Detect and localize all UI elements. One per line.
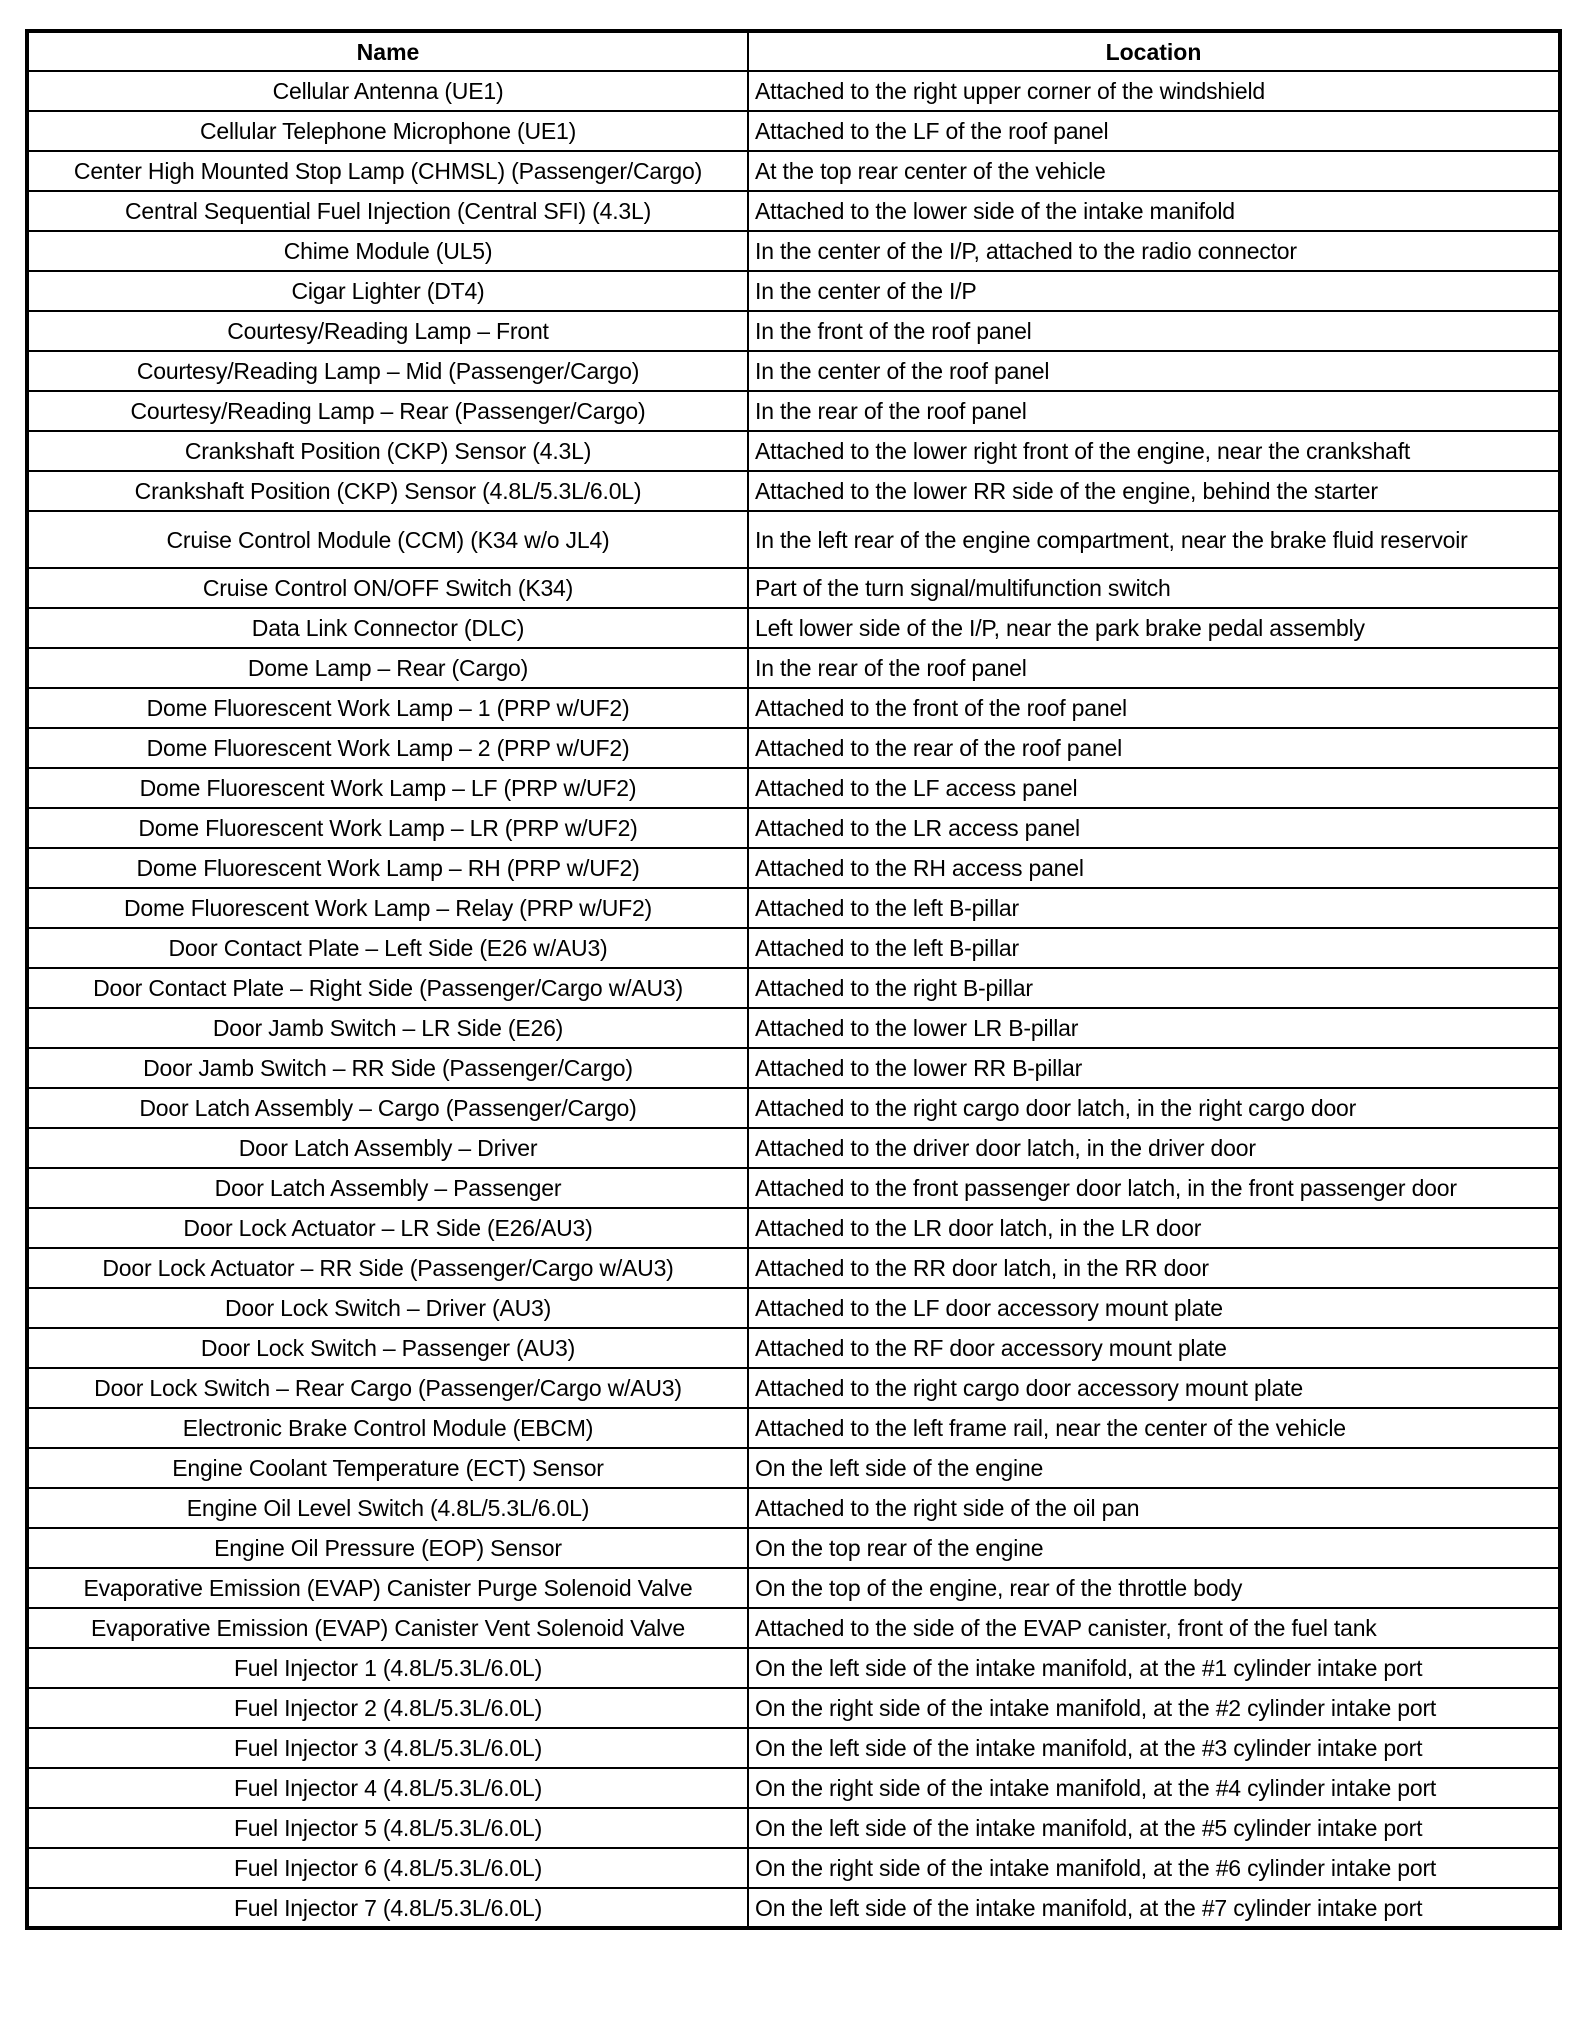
table-row xyxy=(27,1848,1560,1888)
table-row xyxy=(27,71,1560,111)
component-location-cell: In the front of the roof panel xyxy=(748,311,1560,351)
location-column-header: Location xyxy=(748,31,1560,71)
component-location-cell: Attached to the LF door accessory mount plate xyxy=(748,1288,1560,1328)
table-row xyxy=(27,1488,1560,1528)
component-location-cell: Attached to the left B-pillar xyxy=(748,888,1560,928)
table-row xyxy=(27,1688,1560,1728)
component-location-cell: In the left rear of the engine compartment, near the brake fluid reservoir xyxy=(748,511,1560,568)
component-name-cell: Cellular Telephone Microphone (UE1) xyxy=(27,111,748,151)
component-location-cell: On the top of the engine, rear of the throttle body xyxy=(748,1568,1560,1608)
table-row xyxy=(27,471,1560,511)
component-location-cell: On the right side of the intake manifold, at the #4 cylinder intake port xyxy=(748,1768,1560,1808)
component-name-cell: Engine Oil Pressure (EOP) Sensor xyxy=(27,1528,748,1568)
component-location-cell: On the right side of the intake manifold, at the #2 cylinder intake port xyxy=(748,1688,1560,1728)
table-row xyxy=(27,1368,1560,1408)
component-location-cell: Attached to the lower side of the intake manifold xyxy=(748,191,1560,231)
component-name-cell: Door Latch Assembly – Driver xyxy=(27,1128,748,1168)
component-name-cell: Door Jamb Switch – LR Side (E26) xyxy=(27,1008,748,1048)
table-row xyxy=(27,1768,1560,1808)
table-row xyxy=(27,431,1560,471)
component-location-cell: On the left side of the intake manifold, at the #3 cylinder intake port xyxy=(748,1728,1560,1768)
table-row xyxy=(27,1448,1560,1488)
table-row xyxy=(27,271,1560,311)
table-row xyxy=(27,1328,1560,1368)
component-name-cell: Cigar Lighter (DT4) xyxy=(27,271,748,311)
component-name-cell: Dome Fluorescent Work Lamp – 2 (PRP w/UF2) xyxy=(27,728,748,768)
table-row xyxy=(27,1088,1560,1128)
component-location-cell: Attached to the lower right front of the engine, near the crankshaft xyxy=(748,431,1560,471)
component-location-cell: Attached to the RF door accessory mount plate xyxy=(748,1328,1560,1368)
component-location-cell: Attached to the LR access panel xyxy=(748,808,1560,848)
table-row xyxy=(27,1648,1560,1688)
component-name-cell: Cruise Control Module (CCM) (K34 w/o JL4) xyxy=(27,511,748,568)
component-location-cell: Part of the turn signal/multifunction switch xyxy=(748,568,1560,608)
component-name-cell: Dome Fluorescent Work Lamp – 1 (PRP w/UF2) xyxy=(27,688,748,728)
table-row xyxy=(27,111,1560,151)
table-row xyxy=(27,1208,1560,1248)
table-row xyxy=(27,1608,1560,1648)
component-location-table xyxy=(25,29,1562,1930)
table-row xyxy=(27,1248,1560,1288)
table-row xyxy=(27,1568,1560,1608)
component-location-cell: Attached to the rear of the roof panel xyxy=(748,728,1560,768)
table-row xyxy=(27,391,1560,431)
component-name-cell: Door Latch Assembly – Passenger xyxy=(27,1168,748,1208)
component-name-cell: Fuel Injector 2 (4.8L/5.3L/6.0L) xyxy=(27,1688,748,1728)
component-name-cell: Dome Lamp – Rear (Cargo) xyxy=(27,648,748,688)
component-name-cell: Crankshaft Position (CKP) Sensor (4.3L) xyxy=(27,431,748,471)
table-row xyxy=(27,848,1560,888)
component-name-cell: Dome Fluorescent Work Lamp – LF (PRP w/UF2) xyxy=(27,768,748,808)
component-name-cell: Fuel Injector 5 (4.8L/5.3L/6.0L) xyxy=(27,1808,748,1848)
component-location-cell: Attached to the front of the roof panel xyxy=(748,688,1560,728)
component-name-cell: Dome Fluorescent Work Lamp – Relay (PRP w/UF2) xyxy=(27,888,748,928)
component-location-cell: On the top rear of the engine xyxy=(748,1528,1560,1568)
component-location-cell: At the top rear center of the vehicle xyxy=(748,151,1560,191)
table-body xyxy=(27,71,1560,1928)
component-name-cell: Courtesy/Reading Lamp – Rear (Passenger/Cargo) xyxy=(27,391,748,431)
component-location-cell: In the center of the I/P, attached to the radio connector xyxy=(748,231,1560,271)
component-location-cell: Attached to the lower RR B-pillar xyxy=(748,1048,1560,1088)
table-row xyxy=(27,1888,1560,1928)
component-name-cell: Cellular Antenna (UE1) xyxy=(27,71,748,111)
component-name-cell: Fuel Injector 7 (4.8L/5.3L/6.0L) xyxy=(27,1888,748,1928)
table-row xyxy=(27,1048,1560,1088)
table-row xyxy=(27,1808,1560,1848)
component-location-cell: Attached to the right upper corner of the windshield xyxy=(748,71,1560,111)
table-row xyxy=(27,888,1560,928)
component-location-cell: In the center of the I/P xyxy=(748,271,1560,311)
component-name-cell: Electronic Brake Control Module (EBCM) xyxy=(27,1408,748,1448)
component-name-cell: Courtesy/Reading Lamp – Mid (Passenger/Cargo) xyxy=(27,351,748,391)
component-name-cell: Central Sequential Fuel Injection (Central SFI) (4.3L) xyxy=(27,191,748,231)
component-location-cell: Attached to the LF of the roof panel xyxy=(748,111,1560,151)
component-location-cell: Attached to the right side of the oil pan xyxy=(748,1488,1560,1528)
component-location-cell: In the center of the roof panel xyxy=(748,351,1560,391)
table-row xyxy=(27,568,1560,608)
table-row xyxy=(27,151,1560,191)
table-row xyxy=(27,1728,1560,1768)
component-name-cell: Door Lock Actuator – LR Side (E26/AU3) xyxy=(27,1208,748,1248)
component-location-cell: Attached to the left frame rail, near the center of the vehicle xyxy=(748,1408,1560,1448)
table-row xyxy=(27,688,1560,728)
component-name-cell: Door Latch Assembly – Cargo (Passenger/Cargo) xyxy=(27,1088,748,1128)
table-row xyxy=(27,231,1560,271)
component-name-cell: Center High Mounted Stop Lamp (CHMSL) (Passenger/Cargo) xyxy=(27,151,748,191)
table-row xyxy=(27,768,1560,808)
component-location-cell: In the rear of the roof panel xyxy=(748,391,1560,431)
component-location-cell: On the left side of the intake manifold, at the #7 cylinder intake port xyxy=(748,1888,1560,1928)
header-row xyxy=(27,31,1560,71)
component-name-cell: Door Lock Actuator – RR Side (Passenger/Cargo w/AU3) xyxy=(27,1248,748,1288)
table-row xyxy=(27,1008,1560,1048)
component-name-cell: Crankshaft Position (CKP) Sensor (4.8L/5.3L/6.0L) xyxy=(27,471,748,511)
component-location-cell: Left lower side of the I/P, near the park brake pedal assembly xyxy=(748,608,1560,648)
table-row xyxy=(27,351,1560,391)
component-name-cell: Door Contact Plate – Right Side (Passenger/Cargo w/AU3) xyxy=(27,968,748,1008)
component-name-cell: Engine Coolant Temperature (ECT) Sensor xyxy=(27,1448,748,1488)
component-name-cell: Door Jamb Switch – RR Side (Passenger/Cargo) xyxy=(27,1048,748,1088)
component-location-cell: On the right side of the intake manifold, at the #6 cylinder intake port xyxy=(748,1848,1560,1888)
component-name-cell: Courtesy/Reading Lamp – Front xyxy=(27,311,748,351)
component-location-cell: Attached to the right cargo door accessory mount plate xyxy=(748,1368,1560,1408)
component-name-cell: Fuel Injector 3 (4.8L/5.3L/6.0L) xyxy=(27,1728,748,1768)
component-location-cell: Attached to the LF access panel xyxy=(748,768,1560,808)
table-row xyxy=(27,1408,1560,1448)
component-name-cell: Door Lock Switch – Passenger (AU3) xyxy=(27,1328,748,1368)
table-row xyxy=(27,608,1560,648)
component-location-cell: Attached to the RH access panel xyxy=(748,848,1560,888)
table-row xyxy=(27,648,1560,688)
table-row xyxy=(27,311,1560,351)
component-location-cell: On the left side of the engine xyxy=(748,1448,1560,1488)
component-name-cell: Chime Module (UL5) xyxy=(27,231,748,271)
table-row xyxy=(27,968,1560,1008)
component-name-cell: Fuel Injector 6 (4.8L/5.3L/6.0L) xyxy=(27,1848,748,1888)
table-row xyxy=(27,1528,1560,1568)
component-name-cell: Evaporative Emission (EVAP) Canister Purge Solenoid Valve xyxy=(27,1568,748,1608)
component-location-cell: Attached to the right cargo door latch, in the right cargo door xyxy=(748,1088,1560,1128)
component-name-cell: Door Lock Switch – Rear Cargo (Passenger/Cargo w/AU3) xyxy=(27,1368,748,1408)
component-location-cell: Attached to the front passenger door latch, in the front passenger door xyxy=(748,1168,1560,1208)
table-row xyxy=(27,1128,1560,1168)
table-row xyxy=(27,511,1560,568)
component-name-cell: Door Lock Switch – Driver (AU3) xyxy=(27,1288,748,1328)
component-location-cell: On the left side of the intake manifold, at the #5 cylinder intake port xyxy=(748,1808,1560,1848)
component-name-cell: Evaporative Emission (EVAP) Canister Vent Solenoid Valve xyxy=(27,1608,748,1648)
component-location-cell: Attached to the right B-pillar xyxy=(748,968,1560,1008)
component-location-cell: Attached to the LR door latch, in the LR door xyxy=(748,1208,1560,1248)
component-location-cell: In the rear of the roof panel xyxy=(748,648,1560,688)
component-name-cell: Door Contact Plate – Left Side (E26 w/AU3) xyxy=(27,928,748,968)
component-name-cell: Dome Fluorescent Work Lamp – RH (PRP w/UF2) xyxy=(27,848,748,888)
component-name-cell: Cruise Control ON/OFF Switch (K34) xyxy=(27,568,748,608)
component-location-cell: Attached to the lower LR B-pillar xyxy=(748,1008,1560,1048)
component-location-cell: Attached to the lower RR side of the engine, behind the starter xyxy=(748,471,1560,511)
table-row xyxy=(27,1288,1560,1328)
component-name-cell: Fuel Injector 4 (4.8L/5.3L/6.0L) xyxy=(27,1768,748,1808)
component-location-cell: On the left side of the intake manifold, at the #1 cylinder intake port xyxy=(748,1648,1560,1688)
component-location-cell: Attached to the RR door latch, in the RR door xyxy=(748,1248,1560,1288)
component-name-cell: Dome Fluorescent Work Lamp – LR (PRP w/UF2) xyxy=(27,808,748,848)
component-location-cell: Attached to the left B-pillar xyxy=(748,928,1560,968)
table-row xyxy=(27,1168,1560,1208)
name-column-header: Name xyxy=(27,31,748,71)
component-name-cell: Data Link Connector (DLC) xyxy=(27,608,748,648)
table-row xyxy=(27,191,1560,231)
component-location-cell: Attached to the side of the EVAP canister, front of the fuel tank xyxy=(748,1608,1560,1648)
component-location-cell: Attached to the driver door latch, in the driver door xyxy=(748,1128,1560,1168)
table-row xyxy=(27,728,1560,768)
table-row xyxy=(27,808,1560,848)
table-row xyxy=(27,928,1560,968)
component-name-cell: Fuel Injector 1 (4.8L/5.3L/6.0L) xyxy=(27,1648,748,1688)
component-name-cell: Engine Oil Level Switch (4.8L/5.3L/6.0L) xyxy=(27,1488,748,1528)
